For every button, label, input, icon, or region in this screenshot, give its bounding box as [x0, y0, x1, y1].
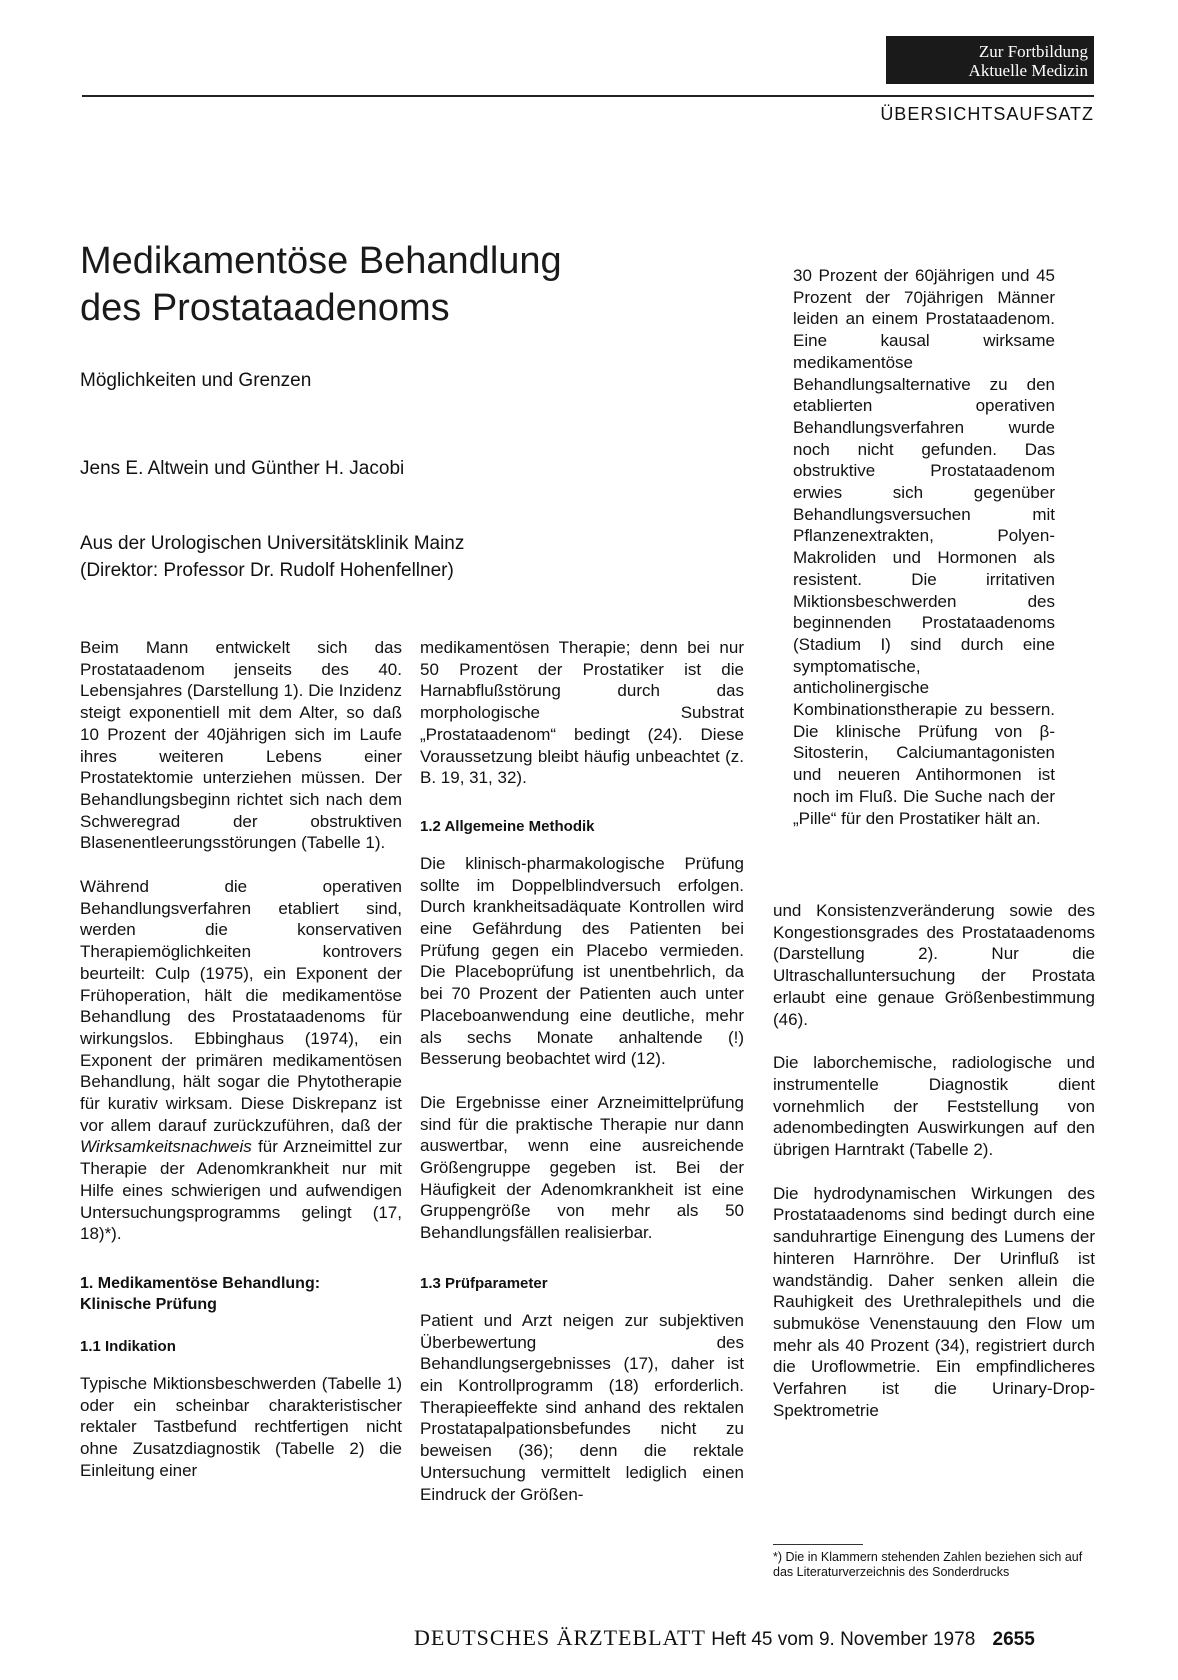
col3-paragraph: und Konsistenzveränderung sowie des Kongestionsgrades des Prostataadenoms (Darstellung 2). Nur die Ultraschalluntersuchung der Prostata erlaubt eine genaue Größenbestimmung (46).: [773, 901, 1095, 1029]
affiliation-line-1: Aus der Urologischen Universitätsklinik Mainz: [80, 533, 465, 554]
column-1: [80, 637, 402, 1504]
column-3: [773, 900, 1095, 1443]
subheading-1-1: 1.1 Indikation: [80, 1337, 176, 1355]
affiliation: [80, 530, 464, 584]
subheading-1-2: 1.2 Allgemeine Methodik: [420, 817, 595, 835]
article-title: [80, 238, 562, 332]
col1-paragraph: [80, 876, 402, 1245]
col1-text: Während die operativen Behandlungsverfahren etabliert sind, werden die konservativen Therapiemöglichkeiten kontrovers beurteilt: Culp (1975), ein Exponent der Frühoperation, hält die medikamentöse Behandlung des Prostataadenoms für wirkungslos. Ebbinghaus (1974), ein Exponent der primären medikamentösen Behandlung, hält sogar die Phytotherapie für kurativ wirksam. Diese Diskrepanz ist vor allem darauf zurückzuführen, daß der: [80, 877, 402, 1135]
category-badge: [886, 36, 1094, 84]
col1-paragraph: Beim Mann entwickelt sich das Prostataadenom jenseits des 40. Lebensjahres (Darstellung 1). Die Inzidenz steigt exponentiell mit dem Alter, so daß 10 Prozent der 40jährigen sich im Laufe ihres weiteren Lebens einer Prostatektomie unterziehen müssen. Der Behandlungsbeginn richtet sich nach dem Schweregrad der obstruktiven Blasenentleerungsstörungen (Tabelle 1).: [80, 638, 402, 853]
col3-paragraph: Die laborchemische, radiologische und instrumentelle Diagnostik dient vornehmlich der Feststellung von adenombedingten Auswirkungen auf den übrigen Harntrakt (Tabelle 2).: [773, 1053, 1095, 1160]
col3-paragraph: Die hydrodynamischen Wirkungen des Prostataadenoms sind bedingt durch eine sanduhrartige Einengung des Lumens der hinteren Harnröhre. Der Urinfluß ist wandständig. Daher senken allein die Rauhigkeit des Urethralepithels und die submuköse Venenstauung den Flow um mehr als 40 Prozent (34), registriert durch die Uroflowmetrie. Ein empfindlicheres Verfahren ist die Urinary-Drop-Spektrometrie: [773, 1183, 1095, 1420]
column-2: [420, 637, 744, 1527]
summary-paragraph: 30 Prozent der 60jährigen und 45 Prozent der 70jährigen Männer leiden an einem Prostataadenom. Eine kausal wirksame medikamentöse Behandlungsalternative zu den etablierten operativen Behandlungsverfahren wurde noch nicht gefunden. Das obstruktive Prostataadenom erwies sich gegenüber Behandlungsversuchen mit Pflanzenextrakten, Polyen-Makroliden und Hormonen als resistent. Die irritativen Miktionsbeschwerden des beginnenden Prostataadenoms (Stadium I) sind durch eine symptomatische, anticholinergische Kombinationstherapie zu bessern. Die klinische Prüfung von β-Sitosterin, Calciumantagonisten und neueren Antihormonen ist noch im Fluß. Die Suche nach der „Pille“ für den Prostatiker hält an.: [793, 266, 1055, 828]
summary-box: [793, 265, 1055, 851]
badge-line-2: Aktuelle Medizin: [968, 61, 1088, 80]
title-line-1: Medikamentöse Behandlung: [80, 240, 562, 282]
col2-paragraph: Patient und Arzt neigen zur subjektiven Überbewertung des Behandlungsergebnisses (17), daher ist ein Kontrollprogramm (18) erforderlich. Therapieeffekte sind anhand des rektalen Prostatapalpationsbefundes nicht zu beweisen (36); denn die rektale Untersuchung vermittelt lediglich einen Eindruck der Größen-: [420, 1310, 744, 1504]
title-line-2: des Prostataadenoms: [80, 287, 450, 329]
footnote: *) Die in Klammern stehenden Zahlen beziehen sich auf das Literaturverzeichnis des Sonderdrucks: [773, 1550, 1083, 1579]
col2-paragraph: Die klinisch-pharmakologische Prüfung sollte im Doppelblindversuch erfolgen. Durch krankheitsadäquate Kontrollen wird eine Gefährdung des Patienten bei Prüfung gegen ein Placebo vermieden. Die Placeboprüfung ist unentbehrlich, da bei 70 Prozent der Patienten auch unter Placeboanwendung eine deutliche, mehr als sechs Monate anhaltende (!) Besserung beobachtet wird (12).: [420, 853, 744, 1069]
col2-paragraph: medikamentösen Therapie; denn bei nur 50 Prozent der Prostatiker ist die Harnabflußstörung durch das morphologische Substrat „Prostataadenom“ bedingt (24). Diese Voraussetzung bleibt häufig unbeachtet (z. B. 19, 31, 32).: [420, 638, 744, 788]
affiliation-line-2: (Direktor: Professor Dr. Rudolf Hohenfellner): [80, 560, 454, 581]
footnote-rule: [773, 1544, 863, 1545]
page-number: 2655: [992, 1629, 1035, 1650]
col1-paragraph: Typische Miktionsbeschwerden (Tabelle 1) oder ein scheinbar charakteristischer rektaler Tastbefund rechtfertigen nicht ohne Zusatzdiagnostik (Tabelle 2) die Einleitung einer: [80, 1373, 402, 1480]
issue-info: Heft 45 vom 9. November 1978: [711, 1629, 976, 1650]
col1-emphasis: Wirksamkeitsnachweis: [80, 1137, 252, 1157]
heading-line-1: 1. Medikamentöse Behandlung:: [80, 1274, 321, 1292]
journal-name: DEUTSCHES ÄRZTEBLATT: [414, 1625, 706, 1650]
badge-line-1: Zur Fortbildung: [978, 42, 1088, 61]
article-subtitle: Möglichkeiten und Grenzen: [80, 370, 312, 391]
section-label: ÜBERSICHTSAUFSATZ: [880, 104, 1094, 124]
article-authors: Jens E. Altwein und Günther H. Jacobi: [80, 458, 405, 479]
page-footer: [414, 1625, 1035, 1651]
heading-line-2: Klinische Prüfung: [80, 1295, 217, 1313]
subheading-1-3: 1.3 Prüfparameter: [420, 1274, 548, 1292]
col2-paragraph: Die Ergebnisse einer Arzneimittelprüfung sind für die praktische Therapie nur dann auswertbar, wenn eine ausreichende Größengruppe gegeben ist. Bei der Häufigkeit der Adenomkrankheit ist eine Gruppengröße von mehr als 50 Behandlungsfällen realisierbar.: [420, 1092, 744, 1243]
col1-text: für Arzneimittel zur Therapie der Adenomkrankheit nur mit Hilfe eines schwierigen und aufwendigen Untersuchungsprogramms gelingt (17, 18)*).: [80, 1137, 402, 1244]
section-heading-1: [80, 1273, 402, 1315]
header-rule: [82, 95, 1094, 97]
